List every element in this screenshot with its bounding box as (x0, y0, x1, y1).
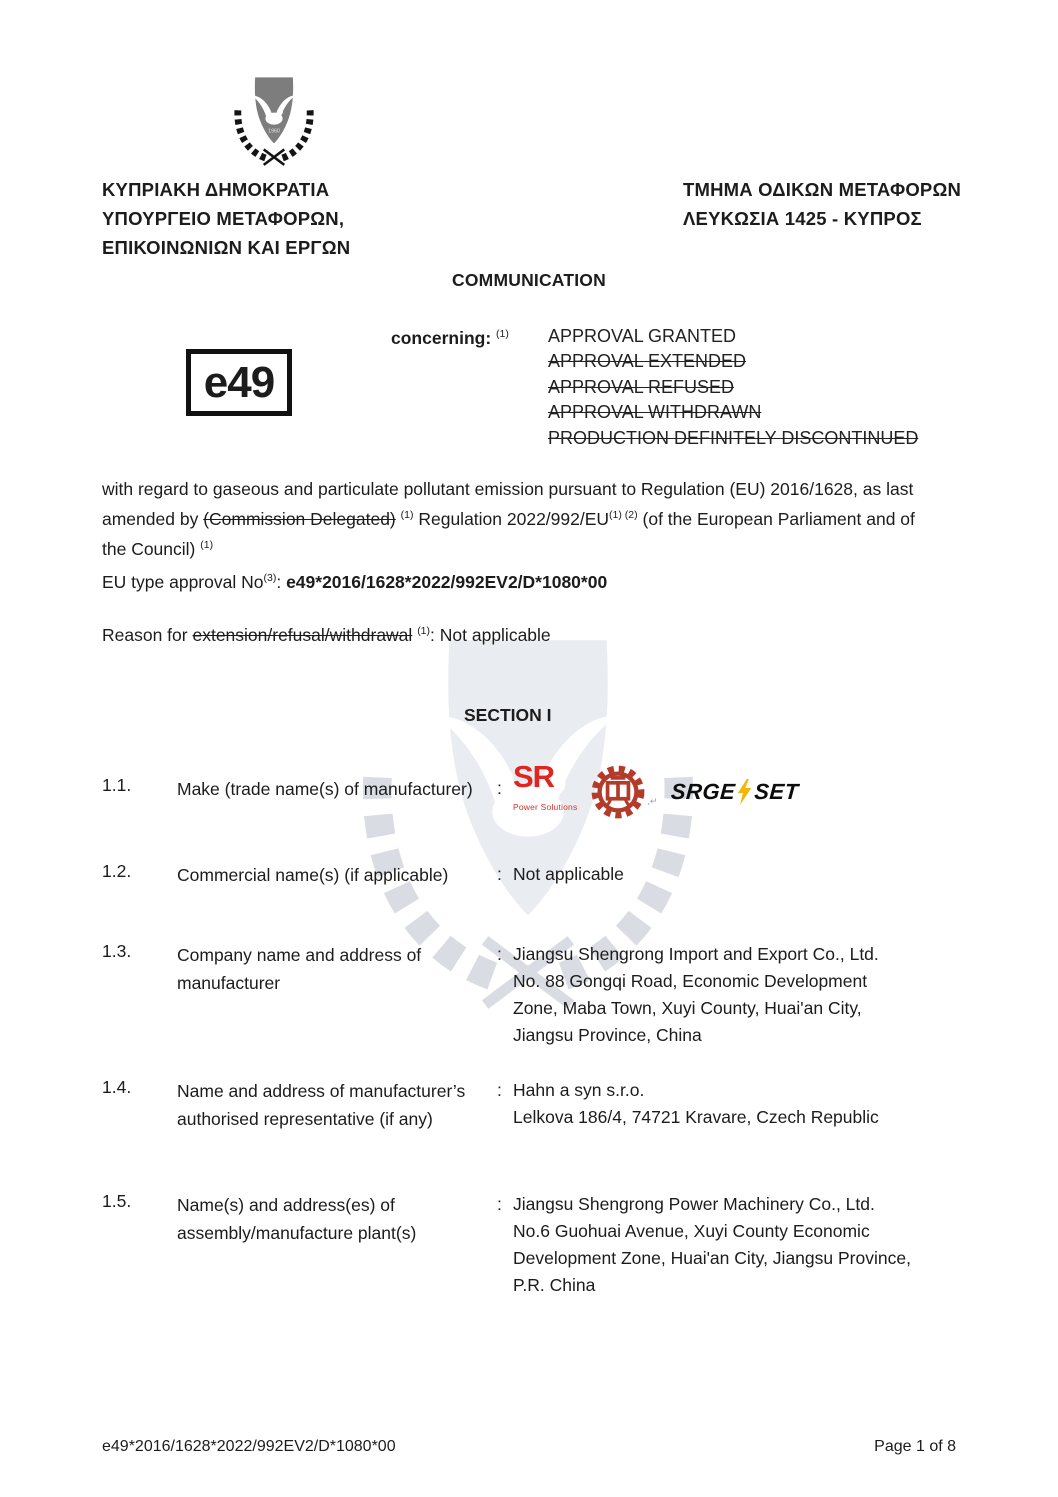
header-line: ΛΕΥΚΩΣΙΑ 1425 - ΚΥΠΡΟΣ (683, 208, 922, 229)
regulation-paragraph: with regard to gaseous and particulate pollutant emission pursuant to Regulation (EU) 2016/1628, as last amended by (Commission Delegated) $^{(1)}$ Regulation $2022/992/EU^{(1) (2)}$ (of the European Parliament and of the Council) $^{(1)}$ (102, 479, 915, 559)
row-value: Not applicable (513, 864, 624, 884)
srgeset-logo: SRGE SET (670, 779, 800, 805)
row-colon: : (497, 1194, 502, 1214)
concerning-label: concerning: $^{(1)}$ (391, 328, 509, 348)
ministry-header-left (102, 175, 350, 262)
footnote-ref: (3) (263, 572, 277, 584)
table-row (102, 759, 956, 821)
footnote-ref: (1) (496, 328, 509, 340)
approval-item: APPROVAL EXTENDED (548, 351, 747, 372)
paragraph-mark-artifact: ,↵ (647, 795, 658, 806)
approval-mark-box (186, 349, 292, 416)
header-line: ΚΥΠΡΙΑΚΗ ΔΗΜΟΚΡΑΤΙΑ (102, 179, 330, 200)
document-title: COMMUNICATION (452, 270, 606, 290)
eu-type-approval-line: EU type approval No$^{(3)}$: e49*2016/1628*2022/992EV2/D*1080*00 (102, 572, 608, 592)
footnote-ref: (1) (400, 509, 414, 521)
cyprus-emblem-icon (222, 74, 326, 170)
shengrong-gear-emblem-icon (591, 765, 645, 819)
header-line: ΥΠΟΥΡΓΕΙΟ ΜΕΤΑΦΟΡΩΝ, (102, 208, 345, 229)
struck-text: extension/refusal/withdrawal (192, 625, 413, 645)
row-label: Name and address of manufacturer’s authorised representative (if any) (177, 1081, 466, 1129)
footnote-ref: (1) (2) (609, 509, 638, 521)
row-value: Jiangsu Shengrong Import and Export Co., Ltd. No. 88 Gongqi Road, Economic Development Zone, Maba Town, Xuyi County, Huai'an City, Jiangsu Province, China (513, 944, 879, 1045)
row-colon: : (497, 944, 502, 964)
approval-mark: e49 (203, 357, 275, 407)
section-title: SECTION I (464, 705, 552, 725)
sr-power-solutions-logo: SR Power Solutions (513, 759, 578, 812)
department-header-right (683, 175, 961, 233)
approval-item: APPROVAL GRANTED (548, 326, 737, 346)
footnote-ref: (1) (200, 539, 214, 551)
row-number: 1.5. (102, 1191, 132, 1211)
row-label: Commercial name(s) (if applicable) (177, 865, 449, 885)
header-line: ΤΜΗΜΑ ΟΔΙΚΩΝ ΜΕΤΑΦΟΡΩΝ (683, 179, 962, 200)
row-colon: : (497, 1080, 502, 1100)
lightning-bolt-icon (738, 779, 753, 805)
row-number: 1.1. (102, 775, 132, 795)
row-value (513, 759, 956, 821)
row-number: 1.4. (102, 1077, 132, 1097)
approval-item: APPROVAL WITHDRAWN (548, 402, 762, 423)
header-line: ΕΠΙΚΟΙΝΩΝΙΩΝ ΚΑΙ ΕΡΓΩΝ (102, 237, 351, 258)
approval-item: PRODUCTION DEFINITELY DISCONTINUED (548, 427, 919, 448)
table-row (102, 941, 956, 1049)
row-value: Jiangsu Shengrong Power Machinery Co., Ltd. No.6 Guohuai Avenue, Xuyi County Economic Development Zone, Huai'an City, Jiangsu Province, P.R. China (513, 1194, 911, 1295)
row-label: Company name and address of manufacturer (177, 945, 422, 993)
table-row (102, 861, 956, 889)
row-number: 1.3. (102, 941, 132, 961)
approval-status-list (548, 324, 918, 451)
table-row (102, 1191, 956, 1299)
emblem-year: 1960 (268, 128, 280, 135)
row-number: 1.2. (102, 861, 132, 881)
row-label: Make (trade name(s) of manufacturer) (177, 779, 473, 799)
row-colon: : (497, 864, 502, 884)
footer-approval-number: e49*2016/1628*2022/992EV2/D*1080*00 (102, 1438, 396, 1455)
table-row (102, 1077, 956, 1133)
reason-line: Reason for extension/refusal/withdrawal $^{(1)}$: Not applicable (102, 625, 551, 645)
manufacturer-logos (513, 759, 956, 821)
row-value: Hahn a syn s.r.o. Lelkova 186/4, 74721 Kravare, Czech Republic (513, 1080, 879, 1127)
row-label: Name(s) and address(es) of assembly/manufacture plant(s) (177, 1195, 417, 1243)
approval-item: APPROVAL REFUSED (548, 376, 735, 397)
footnote-ref: (1) (417, 625, 431, 637)
page-footer (102, 1438, 956, 1456)
struck-text: (Commission Delegated) (203, 509, 396, 529)
footer-page-number: Page 1 of 8 (874, 1438, 956, 1455)
row-colon: : (497, 778, 502, 798)
approval-number: e49*2016/1628*2022/992EV2/D*1080*00 (286, 572, 608, 592)
